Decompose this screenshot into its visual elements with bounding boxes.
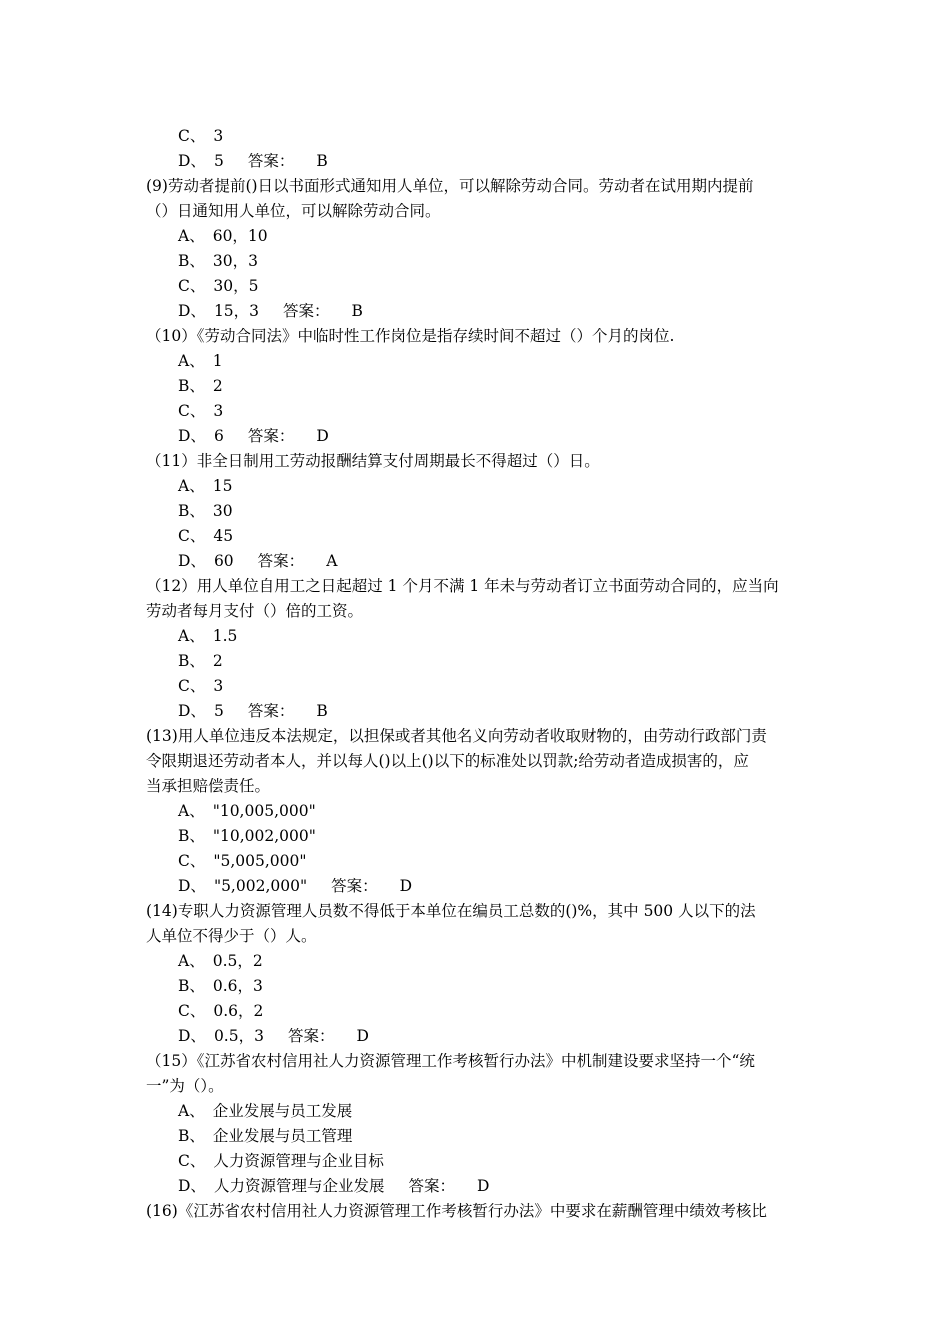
option-label: C、 xyxy=(178,527,206,545)
option-label: A、 xyxy=(178,352,205,370)
option-text: 30，3 xyxy=(212,252,258,270)
question-text-line: 一”为（）。 xyxy=(146,1077,224,1095)
answer-label: 答案： xyxy=(247,427,295,445)
option-label: A、 xyxy=(178,802,205,820)
answer-option xyxy=(146,374,810,399)
option-text: 0.6，3 xyxy=(212,977,263,995)
option-text: 企业发展与员工发展 xyxy=(212,1102,353,1120)
answer-option xyxy=(146,849,810,874)
answer-option xyxy=(146,674,810,699)
question-block xyxy=(146,324,810,349)
option-text: 人力资源管理与企业发展 xyxy=(213,1177,385,1195)
answer-option xyxy=(146,149,810,174)
option-label: B、 xyxy=(178,652,205,670)
question-text-line: 劳动者每月支付（）倍的工资。 xyxy=(146,602,364,620)
question-text-line: 令限期退还劳动者本人，并以每人()以上()以下的标准处以罚款;给劳动者造成损害的，应 xyxy=(146,752,749,770)
question-block xyxy=(146,899,810,949)
question-text-line: (13)用人单位违反本法规定，以担保或者其他名义向劳动者收取财物的，由劳动行政部门责 xyxy=(146,727,767,745)
question-text-line: （11）非全日制用工劳动报酬结算支付周期最长不得超过（）日。 xyxy=(146,452,600,470)
answer-option xyxy=(146,299,810,324)
option-text: 45 xyxy=(213,527,234,545)
answer-option xyxy=(146,499,810,524)
answer-option xyxy=(146,424,810,449)
option-label: C、 xyxy=(178,677,206,695)
answer-option xyxy=(146,974,810,999)
answer-option xyxy=(146,699,810,724)
option-text: 3 xyxy=(213,127,224,145)
option-text: "5,002,000" xyxy=(213,877,308,895)
question-block xyxy=(146,724,810,799)
option-label: D、 xyxy=(178,152,206,170)
option-text: 6 xyxy=(213,427,224,445)
answer-value: D xyxy=(476,1177,490,1195)
question-text-line: （10）《劳动合同法》中临时性工作岗位是指存续时间不超过（）个月的岗位. xyxy=(146,327,675,345)
question-text-line: （15）《江苏省农村信用社人力资源管理工作考核暂行办法》中机制建设要求坚持一个“统 xyxy=(146,1052,755,1070)
option-label: C、 xyxy=(178,277,206,295)
option-text: "10,002,000" xyxy=(212,827,316,845)
answer-label: 答案： xyxy=(287,1027,335,1045)
answer-label: 答案： xyxy=(247,152,295,170)
answer-option xyxy=(146,274,810,299)
option-text: 0.5，2 xyxy=(212,952,263,970)
option-text: 30 xyxy=(212,502,233,520)
option-label: A、 xyxy=(178,627,205,645)
option-text: 15 xyxy=(212,477,233,495)
answer-option xyxy=(146,799,810,824)
option-label: D、 xyxy=(178,1177,206,1195)
answer-option xyxy=(146,549,810,574)
answer-option xyxy=(146,824,810,849)
question-block xyxy=(146,1199,810,1224)
answer-value: D xyxy=(399,877,413,895)
answer-value: B xyxy=(351,302,363,320)
question-text-line: （）日通知用人单位，可以解除劳动合同。 xyxy=(146,202,441,220)
option-text: 0.5，3 xyxy=(213,1027,264,1045)
question-text-line: （12）用人单位自用工之日起超过 1 个月不满 1 年未与劳动者订立书面劳动合同的，应当向 xyxy=(146,577,779,595)
question-block xyxy=(146,449,810,474)
answer-value: D xyxy=(356,1027,369,1045)
option-label: B、 xyxy=(178,1127,205,1145)
question-text-line: (16)《江苏省农村信用社人力资源管理工作考核暂行办法》中要求在薪酬管理中绩效考核比 xyxy=(146,1202,767,1220)
option-text: 5 xyxy=(213,702,224,720)
option-label: C、 xyxy=(178,127,206,145)
answer-option xyxy=(146,224,810,249)
question-text-line: (14)专职人力资源管理人员数不得低于本单位在编员工总数的()%，其中 500 人以下的法 xyxy=(146,902,756,920)
answer-value: B xyxy=(316,152,328,170)
answer-option xyxy=(146,474,810,499)
option-text: "5,005,000" xyxy=(213,852,307,870)
answer-value: B xyxy=(316,702,328,720)
option-label: A、 xyxy=(178,1102,205,1120)
option-label: D、 xyxy=(178,702,206,720)
option-text: 3 xyxy=(213,402,224,420)
answer-option xyxy=(146,874,810,899)
answer-option xyxy=(146,949,810,974)
answer-option xyxy=(146,1124,810,1149)
answer-label: 答案： xyxy=(283,302,330,320)
option-label: B、 xyxy=(178,252,205,270)
option-label: C、 xyxy=(178,1152,206,1170)
document-body xyxy=(146,124,810,1224)
option-text: 3 xyxy=(213,677,224,695)
answer-option xyxy=(146,1174,810,1199)
answer-option xyxy=(146,999,810,1024)
option-text: 60，10 xyxy=(212,227,268,245)
option-label: D、 xyxy=(178,1027,206,1045)
option-label: B、 xyxy=(178,377,205,395)
option-label: A、 xyxy=(178,227,205,245)
option-label: B、 xyxy=(178,502,205,520)
option-text: 30，5 xyxy=(213,277,259,295)
option-text: 1.5 xyxy=(212,627,238,645)
option-text: 企业发展与员工管理 xyxy=(212,1127,353,1145)
answer-option xyxy=(146,1024,810,1049)
answer-option xyxy=(146,399,810,424)
option-text: 0.6，2 xyxy=(213,1002,264,1020)
answer-value: A xyxy=(326,552,338,570)
answer-option xyxy=(146,649,810,674)
option-label: C、 xyxy=(178,852,206,870)
question-block xyxy=(146,1049,810,1099)
answer-label: 答案： xyxy=(408,1177,455,1195)
question-text-line: 当承担赔偿责任。 xyxy=(146,777,271,795)
option-label: C、 xyxy=(178,1002,206,1020)
answer-option xyxy=(146,524,810,549)
question-text-line: 人单位不得少于（）人。 xyxy=(146,927,317,945)
answer-option xyxy=(146,624,810,649)
option-text: 60 xyxy=(213,552,234,570)
option-label: A、 xyxy=(178,952,205,970)
answer-option xyxy=(146,124,810,149)
option-label: A、 xyxy=(178,477,205,495)
option-text: 人力资源管理与企业目标 xyxy=(213,1152,384,1170)
option-text: 2 xyxy=(212,652,223,670)
option-text: 1 xyxy=(212,352,223,370)
option-label: D、 xyxy=(178,552,206,570)
answer-label: 答案： xyxy=(331,877,378,895)
option-text: 15，3 xyxy=(213,302,260,320)
option-label: D、 xyxy=(178,427,206,445)
option-text: 2 xyxy=(212,377,223,395)
option-label: D、 xyxy=(178,302,206,320)
option-label: B、 xyxy=(178,827,205,845)
answer-label: 答案： xyxy=(257,552,305,570)
option-label: C、 xyxy=(178,402,206,420)
answer-option xyxy=(146,1149,810,1174)
question-text-line: (9)劳动者提前()日以书面形式通知用人单位，可以解除劳动合同。劳动者在试用期内提前 xyxy=(146,177,754,195)
question-block xyxy=(146,574,810,624)
answer-option xyxy=(146,1099,810,1124)
option-label: D、 xyxy=(178,877,206,895)
option-label: B、 xyxy=(178,977,205,995)
option-text: 5 xyxy=(213,152,224,170)
question-block xyxy=(146,174,810,224)
option-text: "10,005,000" xyxy=(212,802,316,820)
answer-value: D xyxy=(316,427,329,445)
answer-option xyxy=(146,349,810,374)
answer-label: 答案： xyxy=(247,702,295,720)
answer-option xyxy=(146,249,810,274)
